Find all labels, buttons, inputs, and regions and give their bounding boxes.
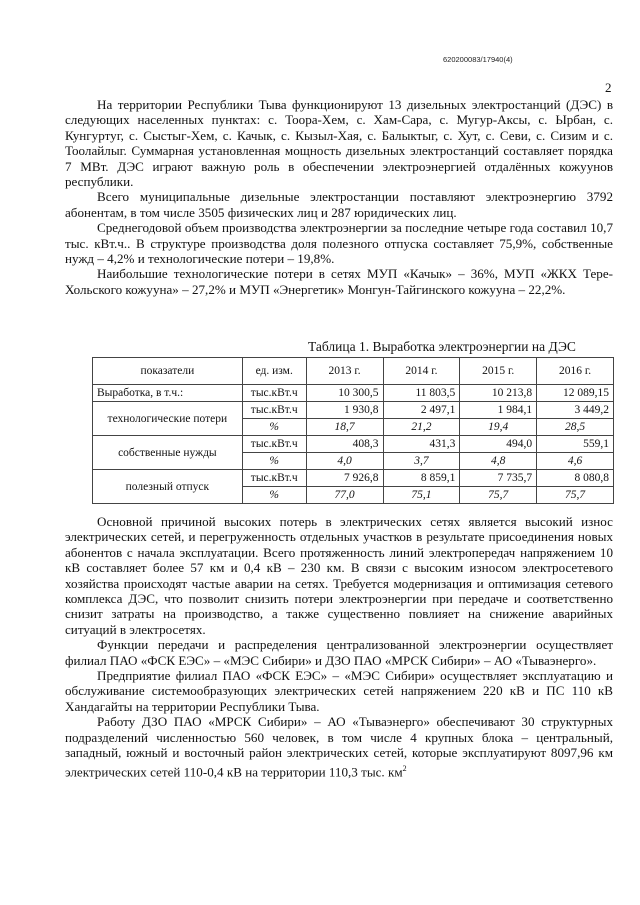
value-cell: 18,7 — [306, 419, 383, 436]
value-cell: 19,4 — [460, 419, 537, 436]
value-cell: 7 926,8 — [306, 470, 383, 487]
superscript: 2 — [402, 763, 407, 773]
header-cell: 2014 г. — [383, 358, 460, 385]
value-cell: 4,6 — [537, 453, 614, 470]
unit-cell: тыс.кВт.ч — [242, 402, 306, 419]
paragraph: Предприятие филиал ПАО «ФСК ЕЭС» – «МЭС Сибири» осуществляет эксплуатацию и обслуживание системообразующих электрических сетей напряжением 220 кВ и ПС 110 кВ Хандагайты на территории Республики Тыва. — [65, 668, 613, 714]
value-cell: 494,0 — [460, 436, 537, 453]
value-cell: 1 930,8 — [306, 402, 383, 419]
value-cell: 75,7 — [460, 487, 537, 504]
paragraph: Наибольшие технологические потери в сетях МУП «Качык» – 36%, МУП «ЖКХ Тере-Хольского кожууна» – 27,2% и МУП «Энергетик» Монгун-Тайгинского кожууна – 22,2%. — [65, 266, 613, 297]
paragraph-text: Работу ДЗО ПАО «МРСК Сибири» – АО «Тываэнерго» обеспечивают 30 структурных подразделений численностью 560 человек, в том числе 4 крупных блока – центральный, западный, южный и восточный район электрических сетей, которые эксплуатируют 8097,96 км электрических сетей 110-0,4 кВ на территории 110,3 тыс. км — [65, 714, 613, 779]
value-cell: 10 300,5 — [306, 385, 383, 402]
value-cell: 10 213,8 — [460, 385, 537, 402]
value-cell: 408,3 — [306, 436, 383, 453]
row-label: полезный отпуск — [93, 470, 243, 504]
table-row — [93, 385, 614, 402]
unit-cell: тыс.кВт.ч — [242, 436, 306, 453]
value-cell: 431,3 — [383, 436, 460, 453]
paragraph: Среднегодовой объем производства электроэнергии за последние четыре года составил 10,7 тыс. кВт.ч.. В структуре производства доля полезного отпуска составляет 75,9%, собственные нужд – 4,2% и технологические потери – 19,8%. — [65, 220, 613, 267]
table-row — [93, 436, 614, 453]
unit-cell: % — [242, 419, 306, 436]
header-cell: 2015 г. — [460, 358, 537, 385]
paragraph: Основной причиной высоких потерь в электрических сетях является высокий износ электрических сетей, и перегруженность отдельных участков в результате присоединения новых абонентов с начала эксплуатации. Всего протяженность линий электропередач напряжением 10 кВ составляет более 57 км и 0,4 кВ – 230 км. В связи с высоким износом электросетевого хозяйства происходят частые аварии на сетях. Требуется модернизация и оптимизация сетевого комплекса ДЭС, что позволит снизить потери электроэнергии при передаче и соответственно снизит затраты на производство, а также существенно повлияет на снижение аварийных ситуаций в электросетях. — [65, 514, 613, 637]
value-cell: 12 089,15 — [537, 385, 614, 402]
value-cell: 4,8 — [460, 453, 537, 470]
text-block-bottom — [65, 514, 613, 779]
paragraph: Всего муниципальные дизельные электростанции поставляют электроэнергию 3792 абонентам, в том числе 3505 физических лиц и 287 юридических лиц. — [65, 189, 613, 220]
paragraph — [65, 714, 613, 779]
value-cell: 4,0 — [306, 453, 383, 470]
value-cell: 2 497,1 — [383, 402, 460, 419]
header-cell: ед. изм. — [242, 358, 306, 385]
unit-cell: % — [242, 487, 306, 504]
value-cell: 559,1 — [537, 436, 614, 453]
paragraph: На территории Республики Тыва функционируют 13 дизельных электростанций (ДЭС) в следующих населенных пунктах: с. Тоора-Хем, с. Хам-Сара, с. Мугур-Аксы, с. Ырбан, с. Кунгуртуг, с. Сыстыг-Хем, с. Качык, с. Кызыл-Хая, с. Балыктыг, с. Хут, с. Севи, с. Сизим и с. Тоолайлыг. Суммарная установленная мощность дизельных электростанций составляет порядка 7 МВт. ДЭС играют важную роль в обеспечении электроэнергией отдалённых кожуунов республики. — [65, 97, 613, 190]
page-number: 2 — [605, 80, 612, 95]
text-block-top — [65, 97, 613, 297]
value-cell: 77,0 — [306, 487, 383, 504]
value-cell: 28,5 — [537, 419, 614, 436]
value-cell: 1 984,1 — [460, 402, 537, 419]
value-cell: 8 080,8 — [537, 470, 614, 487]
table-row — [93, 402, 614, 419]
header-cell: показатели — [93, 358, 243, 385]
value-cell: 75,1 — [383, 487, 460, 504]
header-cell: 2016 г. — [537, 358, 614, 385]
document-id: 620200083/17940(4) — [443, 55, 513, 64]
value-cell: 3 449,2 — [537, 402, 614, 419]
value-cell: 75,7 — [537, 487, 614, 504]
row-label: технологические потери — [93, 402, 243, 436]
value-cell: 7 735,7 — [460, 470, 537, 487]
paragraph: Функции передачи и распределения централизованной электроэнергии осуществляет филиал ПАО «ФСК ЕЭС» – «МЭС Сибири» и ДЗО ПАО «МРСК Сибири» – АО «Тываэнерго». — [65, 637, 613, 668]
table-header-row — [93, 358, 614, 385]
header-cell: 2013 г. — [306, 358, 383, 385]
unit-cell: тыс.кВт.ч — [242, 385, 306, 402]
value-cell: 3,7 — [383, 453, 460, 470]
value-cell: 8 859,1 — [383, 470, 460, 487]
value-cell: 11 803,5 — [383, 385, 460, 402]
generation-table — [92, 357, 614, 504]
row-label: собственные нужды — [93, 436, 243, 470]
row-label: Выработка, в т.ч.: — [93, 385, 243, 402]
unit-cell: % — [242, 453, 306, 470]
table-caption: Таблица 1. Выработка электроэнергии на ДЭС — [308, 339, 576, 354]
unit-cell: тыс.кВт.ч — [242, 470, 306, 487]
table-row — [93, 470, 614, 487]
value-cell: 21,2 — [383, 419, 460, 436]
